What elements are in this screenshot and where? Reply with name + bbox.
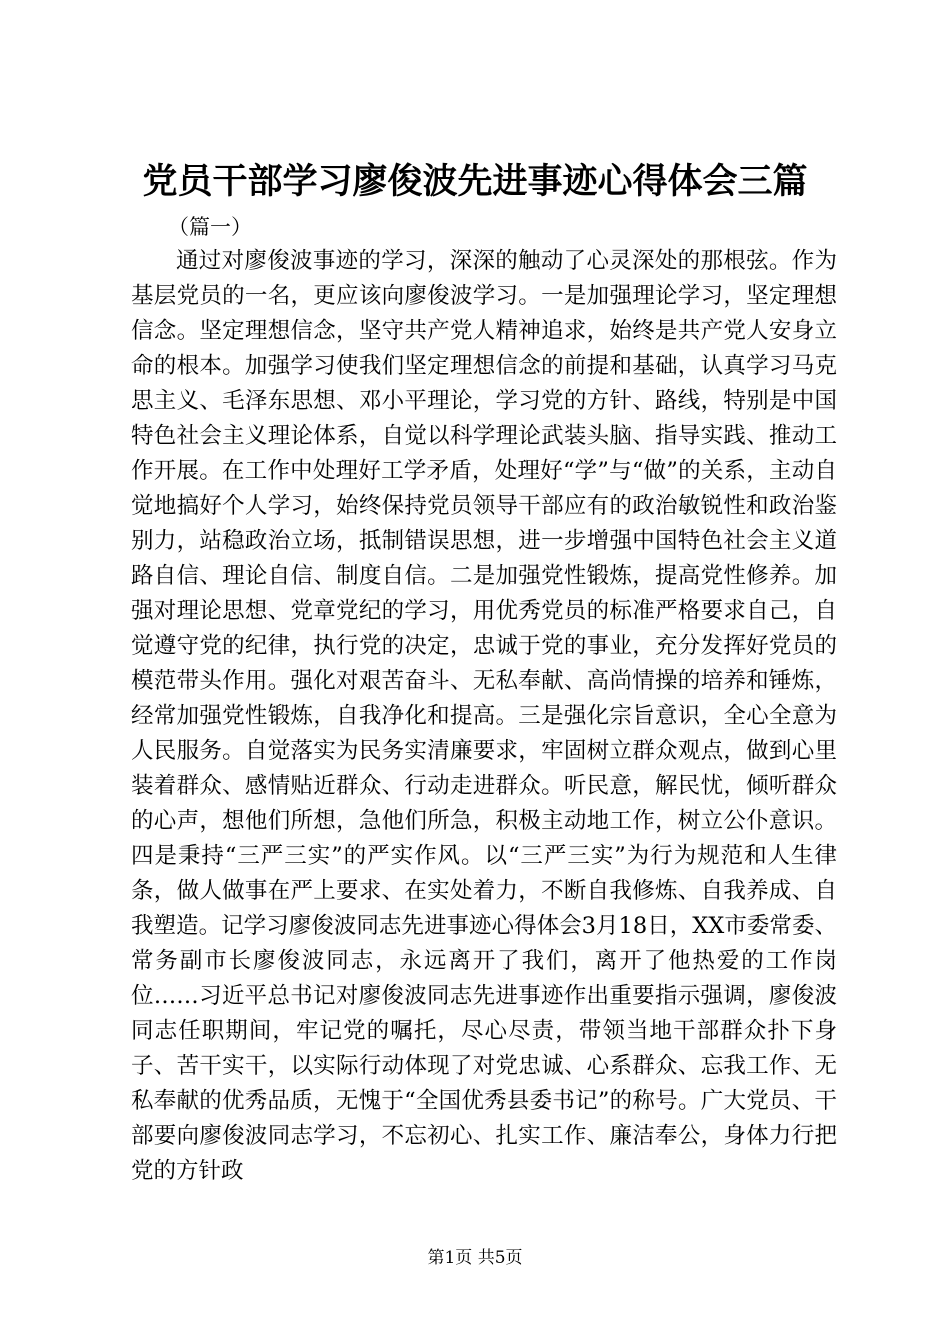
section-label: （篇一） (168, 215, 252, 239)
body-paragraph: 通过对廖俊波事迹的学习，深深的触动了心灵深处的那根弦。作为基层党员的一名，更应该向廖俊波学习。一是加强理论学习，坚定理想信念。坚定理想信念，坚守共产党人精神追求，始终是共产党人安身立命的根本。加强学习使我们坚定理想信念的前提和基础，认真学习马克思主义、毛泽东思想、邓小平理论，学习党的方针、路线，特别是中国特色社会主义理论体系，自觉以科学理论武装头脑、指导实践、推动工作开展。在工作中处理好工学矛盾，处理好“学”与“做”的关系，主动自觉地搞好个人学习，始终保持党员领导干部应有的政治敏锐性和政治鉴别力，站稳政治立场，抵制错误思想，进一步增强中国特色社会主义道路自信、理论自信、制度自信。二是加强党性锻炼，提高党性修养。加强对理论思想、党章党纪的学习，用优秀党员的标准严格要求自己，自觉遵守党的纪律，执行党的决定，忠诚于党的事业，充分发挥好党员的模范带头作用。强化对艰苦奋斗、无私奉献、高尚情操的培养和锤炼，经常加强党性锻炼，自我净化和提高。三是强化宗旨意识，全心全意为人民服务。自觉落实为民务实清廉要求，牢固树立群众观点，做到心里装着群众、感情贴近群众、行动走进群众。听民意，解民忧，倾听群众的心声，想他们所想，急他们所急，积极主动地工作，树立公仆意识。四是秉持“三严三实”的严实作风。以“三严三实”为行为规范和人生律条，做人做事在严上要求、在实处着力，不断自我修炼、自我养成、自我塑造。记学习廖俊波同志先进事迹心得体会3月18日，XX市委常委、常务副市长廖俊波同志，永远离开了我们，离开了他热爱的工作岗位……习近平总书记对廖俊波同志先进事迹作出重要指示强调，廖俊波同志任职期间，牢记党的嘱托，尽心尽责，带领当地干部群众扑下身子、苦干实干，以实际行动体现了对党忠诚、心系群众、忘我工作、无私奉献的优秀品质，无愧于“全国优秀县委书记”的称号。广大党员、干部要向廖俊波同志学习，不忘初心、扎实工作、廉洁奉公，身体力行把党的方针政 (131, 248, 837, 1184)
document-title: 党员干部学习廖俊波先进事迹心得体会三篇 (142, 162, 808, 202)
page-footer: 第1页 共5页 (427, 1248, 523, 1268)
